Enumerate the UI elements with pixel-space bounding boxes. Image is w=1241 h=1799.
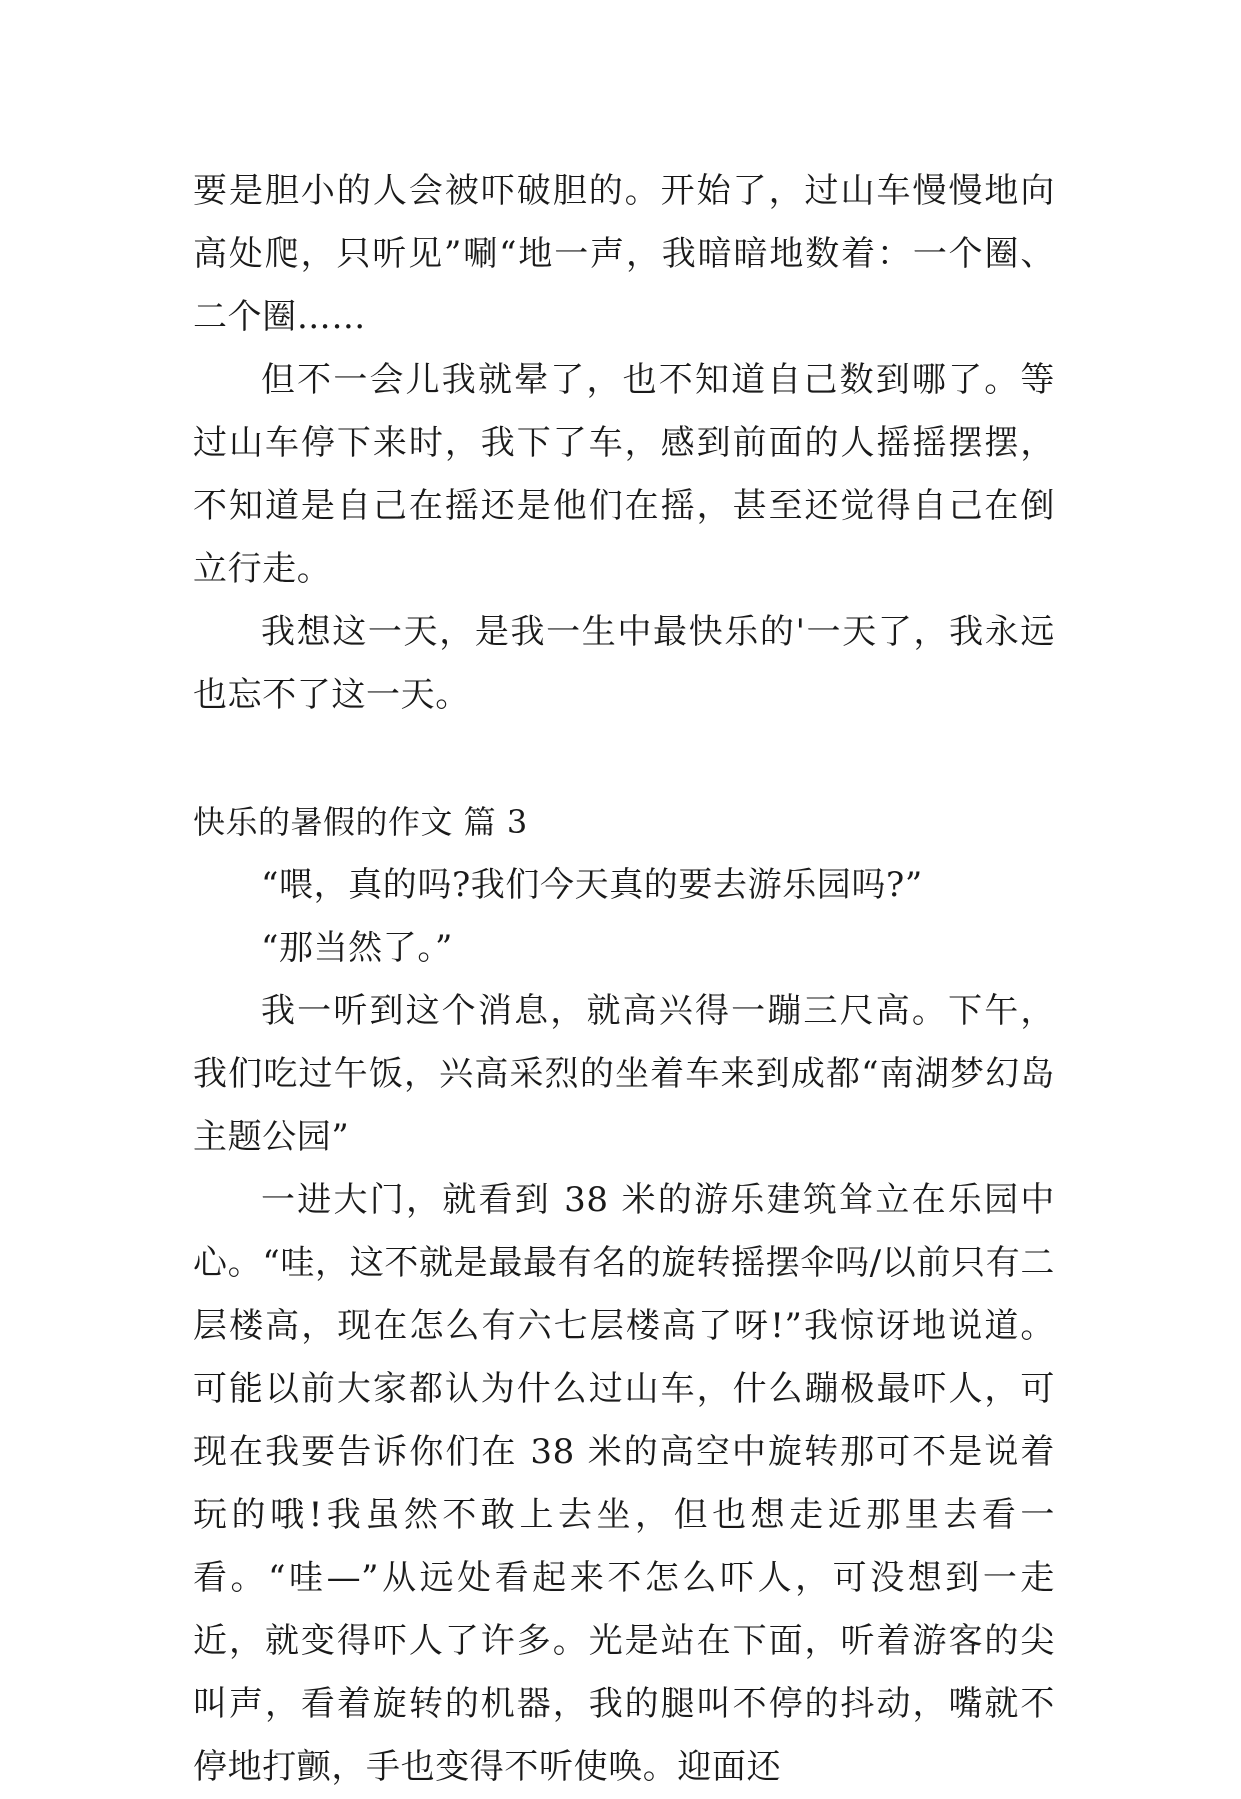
paragraph-news: 我一听到这个消息，就高兴得一蹦三尺高。下午，我们吃过午饭，兴高采烈的坐着车来到成都“南湖梦幻岛主题公园”	[193, 991, 1055, 1157]
document-page	[193, 160, 1055, 1799]
paragraph-quote-answer: “那当然了。”	[261, 928, 453, 968]
section-title: 快乐的暑假的作文 篇 3	[193, 803, 528, 841]
paragraph-happiest-day: 我想这一天，是我一生中最快乐的'一天了，我永远也忘不了这一天。	[193, 612, 1055, 715]
paragraph-dizzy: 但不一会儿我就晕了，也不知道自己数到哪了。等过山车停下来时，我下了车，感到前面的人摇摇摆摆，不知道是自己在摇还是他们在摇，甚至还觉得自己在倒立行走。	[193, 360, 1055, 589]
section-gap	[193, 727, 1055, 791]
paragraph-park-visit: 一进大门，就看到 38 米的游乐建筑耸立在乐园中心。“哇，这不就是最最有名的旋转摇摆伞吗/以前只有二层楼高，现在怎么有六七层楼高了呀!”我惊讶地说道。可能以前大家都认为什么过山车，什么蹦极最吓人，可现在我要告诉你们在 38 米的高空中旋转那可不是说着玩的哦!我虽然不敢上去坐，但也想走近那里去看一看。“哇—”从远处看起来不怎么吓人，可没想到一走近，就变得吓人了许多。光是站在下面，听着游客的尖叫声，看着旋转的机器，我的腿叫不停的抖动，嘴就不停地打颤，手也变得不听使唤。迎面还	[193, 1180, 1055, 1787]
paragraph-continuation: 要是胆小的人会被吓破胆的。开始了，过山车慢慢地向高处爬，只听见”唰“地一声，我暗暗地数着：一个圈、二个圈……	[193, 171, 1055, 337]
paragraph-quote-question: “喂，真的吗?我们今天真的要去游乐园吗?”	[261, 865, 923, 905]
